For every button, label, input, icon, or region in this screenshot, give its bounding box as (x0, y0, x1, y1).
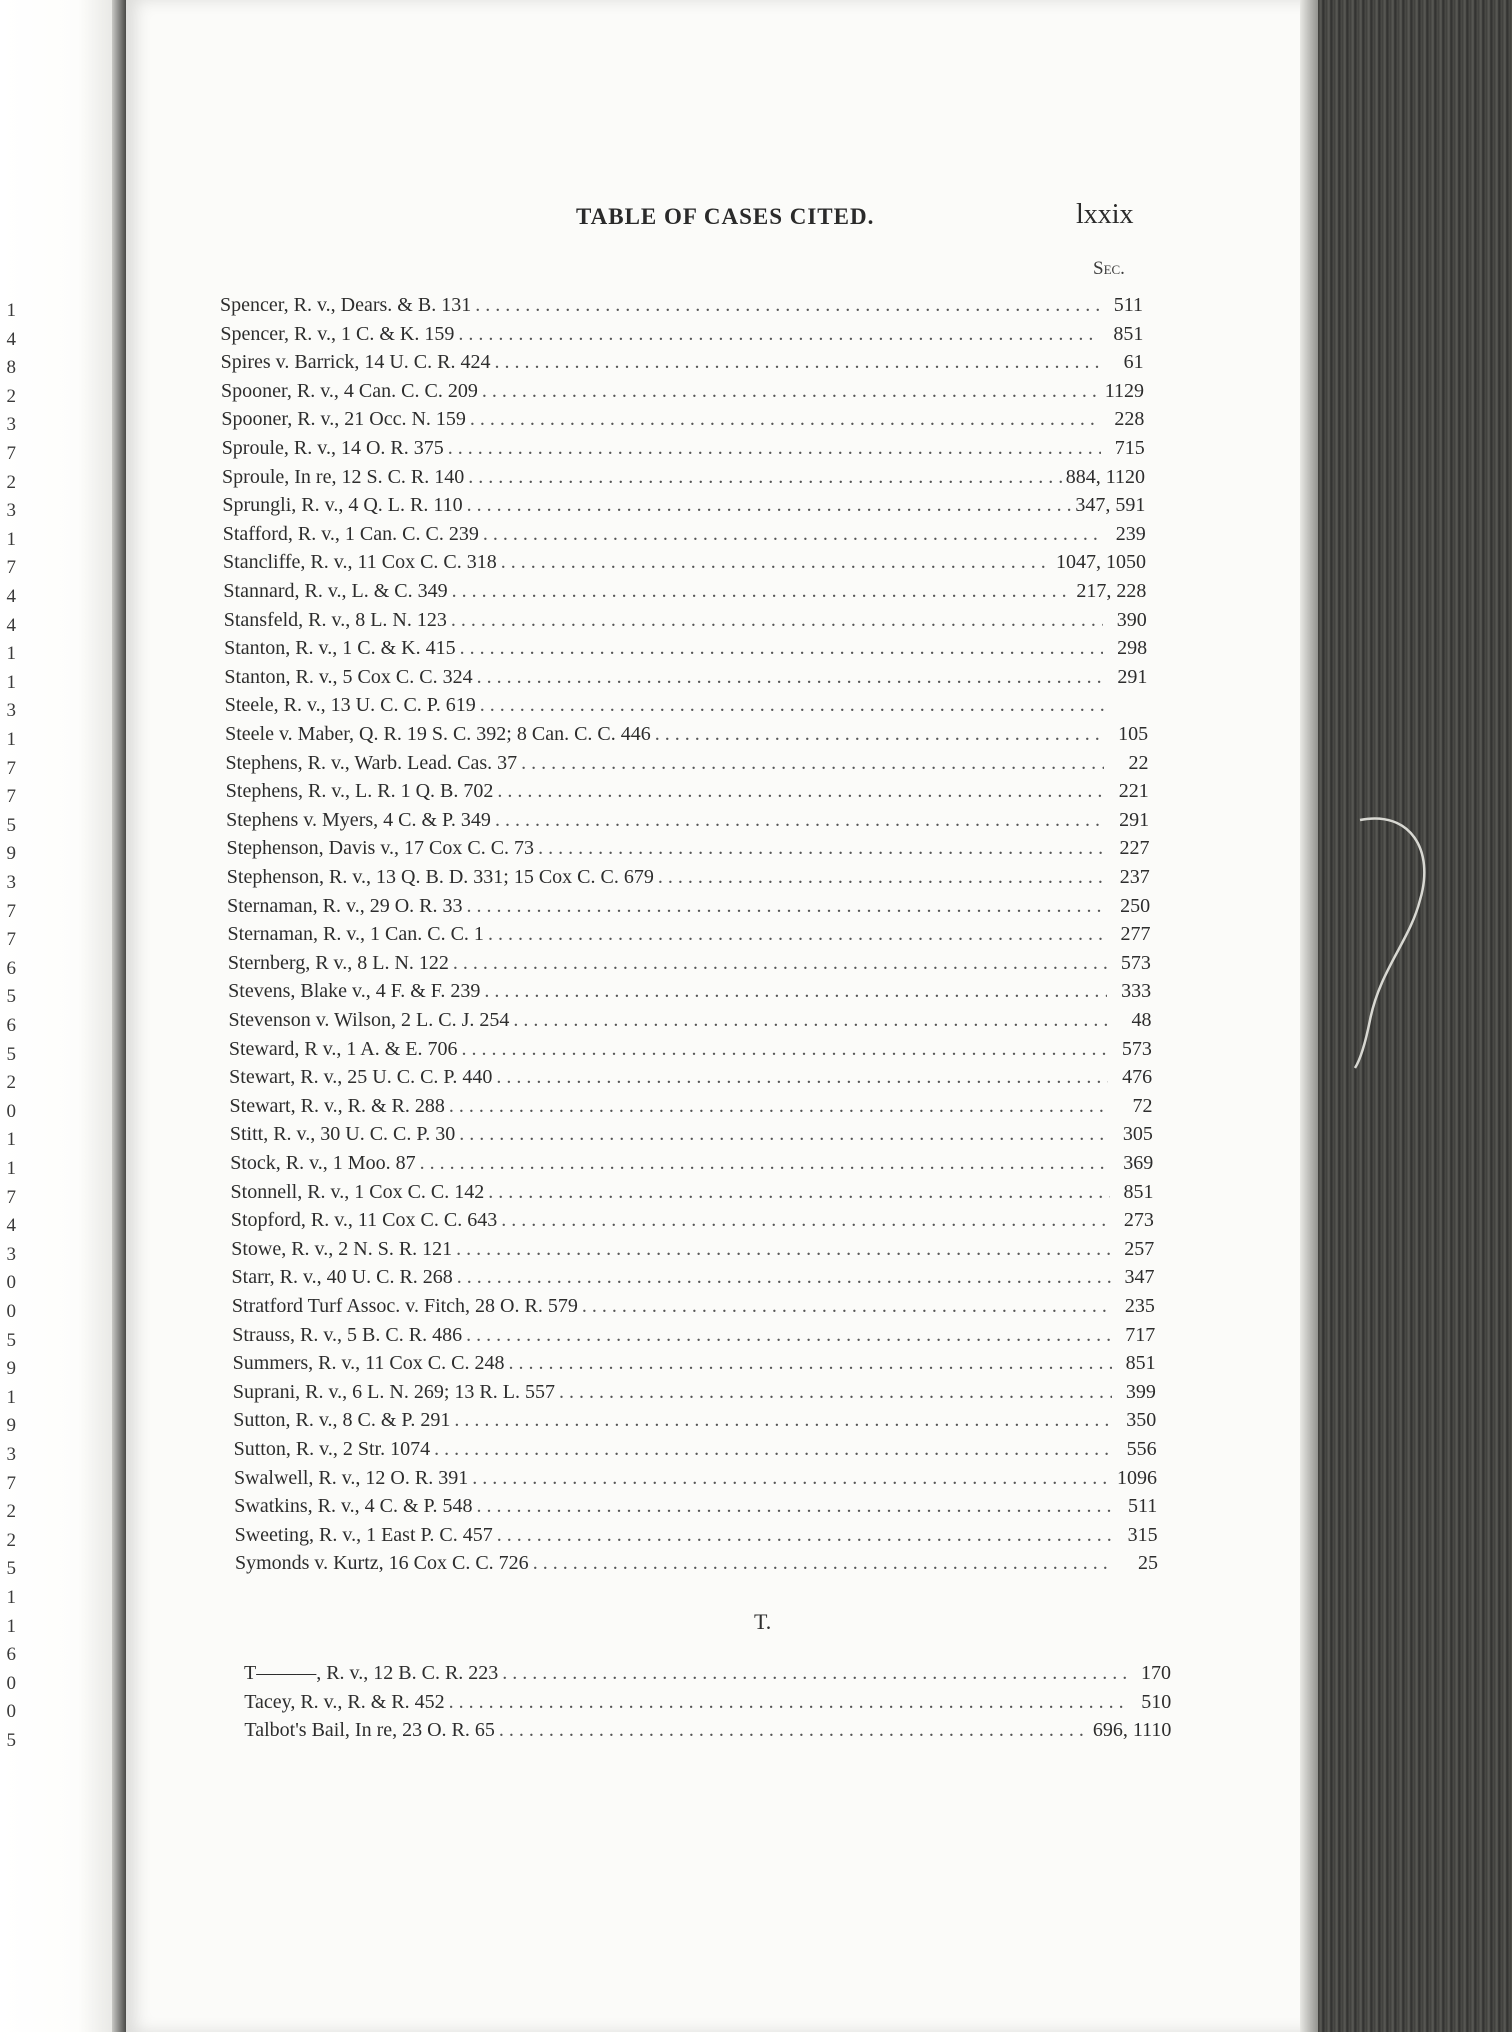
leader-dots (476, 1495, 1113, 1518)
leader-dots (488, 923, 1107, 946)
leader-dots (482, 380, 1100, 403)
loose-thread (1340, 810, 1460, 1070)
leader-dots (472, 1467, 1113, 1490)
section-reference: 369 (1123, 1152, 1154, 1174)
left-page-number: 6 (6, 1015, 16, 1036)
leader-dots (496, 1066, 1108, 1089)
left-page-number: 1 (6, 1587, 16, 1608)
book-gutter (112, 0, 126, 2032)
case-entry (244, 1719, 1171, 1747)
leader-dots (494, 351, 1099, 374)
leader-dots (538, 837, 1105, 860)
case-entry (223, 551, 1146, 579)
case-name: Stevenson v. Wilson, 2 L. C. J. 254 (228, 1009, 510, 1031)
case-entry (221, 380, 1144, 408)
section-reference: 235 (1124, 1295, 1155, 1317)
left-page-number: 5 (6, 1043, 16, 1065)
left-page-number: 3 (6, 500, 16, 522)
leader-dots (448, 437, 1101, 460)
leader-dots (454, 1409, 1112, 1432)
left-page-number: 2 (6, 1501, 16, 1523)
left-page-number: 1 (6, 1615, 16, 1637)
case-entry (221, 408, 1144, 436)
leader-dots (495, 809, 1105, 832)
section-reference: 25 (1137, 1552, 1158, 1575)
case-entry (234, 1495, 1157, 1523)
left-page-number: 9 (6, 1358, 16, 1380)
leader-dots (434, 1438, 1112, 1461)
case-name: Stratford Turf Assoc. v. Fitch, 28 O. R. 579 (231, 1295, 578, 1317)
case-entry (225, 694, 1148, 722)
leader-dots (451, 609, 1103, 632)
leader-dots (582, 1295, 1111, 1318)
case-name: Stevens, Blake v., 4 F. & F. 239 (228, 980, 481, 1003)
leader-dots (501, 551, 1052, 574)
leader-dots (456, 1238, 1110, 1261)
leader-dots (466, 895, 1106, 918)
section-reference: 399 (1125, 1380, 1156, 1403)
section-reference: 22 (1128, 751, 1149, 774)
section-reference: 851 (1113, 322, 1144, 345)
section-reference: 1129 (1104, 379, 1145, 402)
left-page-number: 5 (6, 814, 16, 836)
case-entry (230, 1152, 1153, 1180)
case-entry (233, 1409, 1156, 1437)
leader-dots (533, 1552, 1114, 1575)
section-reference: 305 (1122, 1123, 1153, 1146)
left-page-number: 6 (6, 957, 16, 979)
left-page-number: 0 (6, 1100, 16, 1122)
case-entry (220, 294, 1143, 322)
case-entry (228, 980, 1151, 1008)
case-entry (220, 323, 1143, 351)
left-page-number: 0 (6, 1672, 16, 1694)
case-entry (222, 466, 1145, 494)
section-reference: 217, 228 (1076, 580, 1147, 602)
case-entry (233, 1352, 1156, 1380)
case-entry (233, 1381, 1156, 1409)
section-reference: 851 (1125, 1352, 1156, 1375)
leader-dots (559, 1381, 1112, 1404)
section-letter-t: T. (754, 1609, 772, 1634)
page-number: lxxix (1076, 199, 1134, 230)
case-name: Stopford, R. v., 11 Cox C. C. 643 (230, 1209, 498, 1232)
left-page-number: 7 (6, 557, 16, 579)
left-page-number: 7 (6, 1472, 16, 1494)
left-page-section-numbers (0, 0, 112, 2032)
case-entry (224, 666, 1147, 694)
section-column-header: Sec. (1093, 258, 1125, 279)
case-name: Sweeting, R. v., 1 East P. C. 457 (234, 1523, 493, 1546)
case-name: Stephenson, R. v., 13 Q. B. D. 331; 15 Cox C. C. 679 (226, 866, 654, 888)
leader-dots (460, 637, 1104, 660)
section-reference: 390 (1116, 608, 1147, 631)
case-name: Talbot's Bail, In re, 23 O. R. 65 (244, 1719, 495, 1742)
case-name: Stewart, R. v., R. & R. 288 (229, 1094, 445, 1117)
leader-dots (480, 694, 1104, 717)
left-page-number: 1 (6, 671, 16, 693)
leader-dots (484, 980, 1107, 1003)
case-name: Spencer, R. v., Dears. & B. 131 (220, 294, 472, 316)
leader-dots (449, 1095, 1109, 1118)
case-name: Summers, R. v., 11 Cox C. C. 248 (232, 1352, 505, 1375)
section-reference: 1047, 1050 (1056, 551, 1147, 574)
case-entry (222, 494, 1145, 522)
leader-dots (470, 408, 1100, 431)
case-name: Stock, R. v., 1 Moo. 87 (230, 1152, 416, 1174)
case-entry (221, 351, 1144, 379)
case-entry (230, 1123, 1153, 1151)
section-reference: 556 (1126, 1438, 1157, 1460)
section-reference: 291 (1119, 808, 1150, 831)
case-name: Stansfeld, R. v., 8 L. N. 123 (223, 608, 447, 631)
case-entry (231, 1238, 1154, 1266)
left-page-number: 0 (6, 1272, 16, 1294)
left-page-number: 7 (6, 1186, 16, 1208)
case-entry (229, 1009, 1152, 1037)
section-reference: 511 (1128, 1495, 1158, 1518)
section-reference: 1096 (1116, 1466, 1157, 1489)
case-name: Stannard, R. v., L. & C. 349 (223, 580, 448, 602)
left-page-number: 4 (6, 586, 16, 607)
leader-dots (467, 494, 1072, 517)
section-reference: 347 (1124, 1266, 1155, 1289)
case-entry (232, 1266, 1155, 1294)
case-name: Tacey, R. v., R. & R. 452 (244, 1690, 445, 1713)
left-page-number: 7 (6, 443, 16, 464)
leader-dots (483, 523, 1102, 546)
leader-dots (449, 1691, 1128, 1714)
case-name: Stitt, R. v., 30 U. C. C. P. 30 (229, 1123, 456, 1146)
leader-dots (458, 323, 1099, 346)
right-page (126, 0, 1308, 2032)
section-reference: 298 (1117, 637, 1148, 660)
section-reference: 347, 591 (1075, 494, 1146, 517)
case-name: Steele v. Maber, Q. R. 19 S. C. 392; 8 Can. C. C. 446 (225, 723, 651, 745)
leader-dots (420, 1152, 1110, 1175)
section-reference: 291 (1117, 665, 1148, 688)
case-name: T———, R. v., 12 B. C. R. 223 (244, 1662, 499, 1684)
case-entry (235, 1552, 1158, 1580)
page-title: TABLE OF CASES CITED. (576, 204, 875, 229)
leader-dots (502, 1662, 1127, 1685)
section-reference: 72 (1132, 1094, 1153, 1117)
case-entry (230, 1095, 1153, 1123)
left-page-number: 3 (6, 872, 16, 893)
leader-dots (453, 952, 1107, 975)
section-reference: 851 (1123, 1180, 1154, 1203)
case-name: Stonnell, R. v., 1 Cox C. C. 142 (230, 1180, 485, 1203)
leader-dots (501, 1209, 1110, 1232)
leader-dots (658, 866, 1106, 889)
left-page-number: 5 (6, 986, 16, 1008)
section-reference: 350 (1126, 1409, 1157, 1432)
left-page-number: 2 (6, 471, 16, 493)
left-page-number: 1 (6, 643, 16, 665)
left-page-number: 2 (6, 385, 16, 407)
case-entry (227, 923, 1150, 951)
section-reference: 476 (1122, 1066, 1153, 1089)
section-reference: 227 (1119, 837, 1150, 860)
case-entry (225, 752, 1148, 780)
case-entry (244, 1662, 1171, 1690)
case-name: Spencer, R. v., 1 C. & K. 159 (220, 322, 455, 345)
case-entry (225, 723, 1148, 751)
case-entry (228, 952, 1151, 980)
section-reference: 333 (1121, 980, 1152, 1003)
left-page-number: 9 (6, 1415, 16, 1437)
left-page-number: 7 (6, 786, 16, 808)
section-reference: 315 (1127, 1523, 1158, 1546)
left-page-number: 4 (6, 614, 16, 636)
case-entry (223, 523, 1146, 551)
case-name: Sternaman, R. v., 1 Can. C. C. 1 (227, 923, 484, 946)
section-reference: 273 (1123, 1209, 1154, 1232)
case-name: Starr, R. v., 40 U. C. R. 268 (231, 1266, 453, 1289)
case-entry (232, 1324, 1155, 1352)
left-page-number: 3 (6, 1444, 16, 1465)
case-name: Stancliffe, R. v., 11 Cox C. C. 318 (223, 551, 497, 574)
case-name: Stafford, R. v., 1 Can. C. C. 239 (222, 522, 479, 545)
leader-dots (499, 1719, 1089, 1742)
case-name: Stowe, R. v., 2 N. S. R. 121 (231, 1237, 453, 1260)
left-page-number: 5 (6, 1730, 16, 1751)
case-entry (229, 1038, 1152, 1066)
case-entry (234, 1467, 1157, 1495)
left-page-number: 5 (6, 1558, 16, 1580)
case-entry (244, 1691, 1171, 1719)
section-reference: 511 (1113, 294, 1143, 316)
leader-dots (497, 780, 1104, 803)
left-page-number: 0 (6, 1701, 16, 1723)
case-entry (229, 1066, 1152, 1094)
leader-dots (508, 1352, 1111, 1375)
section-reference: 170 (1141, 1662, 1171, 1684)
left-page-number: 7 (6, 757, 16, 779)
leader-dots (488, 1181, 1109, 1204)
case-entry (224, 637, 1147, 665)
case-name: Sproule, In re, 12 S. C. R. 140 (222, 465, 465, 488)
case-name: Sternaman, R. v., 29 O. R. 33 (227, 894, 463, 917)
left-page-number: 5 (6, 1329, 16, 1351)
case-name: Suprani, R. v., 6 L. N. 269; 13 R. L. 557 (232, 1380, 555, 1403)
left-page-number: 0 (6, 1301, 16, 1322)
left-page-number: 4 (6, 1215, 16, 1237)
left-page-number: 2 (6, 1529, 16, 1551)
section-reference: 228 (1114, 408, 1145, 431)
leader-dots (459, 1123, 1109, 1146)
section-reference: 573 (1120, 951, 1151, 974)
leader-dots (497, 1524, 1114, 1547)
left-page-number: 1 (6, 1158, 16, 1179)
case-name: Stanton, R. v., 5 Cox C. C. 324 (224, 665, 473, 688)
left-page-number: 4 (6, 328, 16, 350)
case-entry (231, 1181, 1154, 1209)
left-page-number: 6 (6, 1644, 16, 1666)
leader-dots (457, 1266, 1111, 1289)
section-reference: 884, 1120 (1065, 465, 1146, 488)
case-entry (222, 437, 1145, 465)
left-page-number: 9 (6, 843, 16, 865)
case-name: Sprungli, R. v., 4 Q. L. R. 110 (222, 494, 463, 517)
case-name: Spires v. Barrick, 14 U. C. R. 424 (220, 351, 491, 374)
case-name: Sproule, R. v., 14 O. R. 375 (221, 437, 444, 459)
case-name: Sutton, R. v., 2 Str. 1074 (233, 1438, 431, 1460)
case-name: Swalwell, R. v., 12 O. R. 391 (233, 1466, 469, 1489)
case-name: Swatkins, R. v., 4 C. & P. 548 (234, 1495, 473, 1518)
section-reference: 239 (1115, 522, 1146, 545)
left-page-number: 7 (6, 900, 16, 922)
section-reference: 105 (1118, 723, 1149, 745)
leader-dots (655, 723, 1104, 746)
section-reference: 48 (1131, 1009, 1152, 1031)
case-name: Stephens, R. v., L. R. 1 Q. B. 702 (225, 780, 494, 803)
left-page-number: 7 (6, 929, 16, 951)
left-page-number: 8 (6, 357, 16, 379)
leader-dots (452, 580, 1073, 603)
case-name: Stephenson, Davis v., 17 Cox C. C. 73 (226, 837, 535, 860)
left-page-number: 3 (6, 700, 16, 722)
section-reference: 696, 1110 (1092, 1719, 1172, 1742)
section-reference: 221 (1118, 780, 1149, 803)
left-page-number: 1 (6, 528, 16, 550)
left-page-number: 3 (6, 1243, 16, 1265)
case-entry (226, 837, 1149, 865)
section-reference: 510 (1141, 1690, 1172, 1713)
leader-dots (475, 294, 1099, 317)
case-name: Steele, R. v., 13 U. C. C. P. 619 (224, 694, 476, 717)
section-reference: 717 (1125, 1323, 1156, 1346)
case-entry (231, 1209, 1154, 1237)
case-entry (232, 1295, 1155, 1323)
left-page-number: 2 (6, 1072, 16, 1094)
left-page-number: 3 (6, 414, 16, 436)
case-name: Symonds v. Kurtz, 16 Cox C. C. 726 (234, 1552, 529, 1575)
leader-dots (462, 1038, 1108, 1061)
leader-dots (477, 666, 1104, 689)
case-name: Stephens, R. v., Warb. Lead. Cas. 37 (225, 751, 518, 774)
case-entry (227, 895, 1150, 923)
case-name: Strauss, R. v., 5 B. C. R. 486 (232, 1323, 463, 1346)
case-entry (235, 1524, 1158, 1552)
leader-dots (466, 1324, 1111, 1347)
left-page-number: 1 (6, 729, 16, 750)
case-entry (224, 609, 1147, 637)
section-reference: 61 (1123, 351, 1144, 374)
section-reference: 250 (1120, 894, 1151, 917)
left-page-number: 1 (6, 300, 16, 321)
case-name: Spooner, R. v., 4 Can. C. C. 209 (221, 379, 478, 402)
case-name: Spooner, R. v., 21 Occ. N. 159 (221, 408, 466, 431)
case-name: Stephens v. Myers, 4 C. & P. 349 (226, 808, 491, 831)
leader-dots (468, 466, 1062, 489)
case-entry (226, 809, 1149, 837)
left-page-number: 1 (6, 1129, 16, 1151)
leader-dots (513, 1009, 1107, 1032)
left-page-number: 1 (6, 1386, 16, 1408)
section-reference: 257 (1124, 1237, 1155, 1260)
case-name: Sutton, R. v., 8 C. & P. 291 (233, 1409, 451, 1432)
leader-dots (521, 752, 1104, 775)
case-entry (227, 866, 1150, 894)
case-name: Steward, R v., 1 A. & E. 706 (228, 1037, 458, 1060)
case-name: Stewart, R. v., 25 U. C. C. P. 440 (229, 1066, 493, 1089)
page-edge-shadow (1300, 0, 1320, 2032)
case-name: Sternberg, R v., 8 L. N. 122 (227, 951, 449, 974)
section-reference: 237 (1119, 866, 1150, 888)
case-entry (234, 1438, 1157, 1466)
case-entry (226, 780, 1149, 808)
section-reference: 715 (1114, 437, 1145, 459)
case-entry (223, 580, 1146, 608)
section-reference: 573 (1121, 1037, 1152, 1060)
section-reference: 277 (1120, 923, 1151, 946)
case-name: Stanton, R. v., 1 C. & K. 415 (224, 637, 456, 660)
